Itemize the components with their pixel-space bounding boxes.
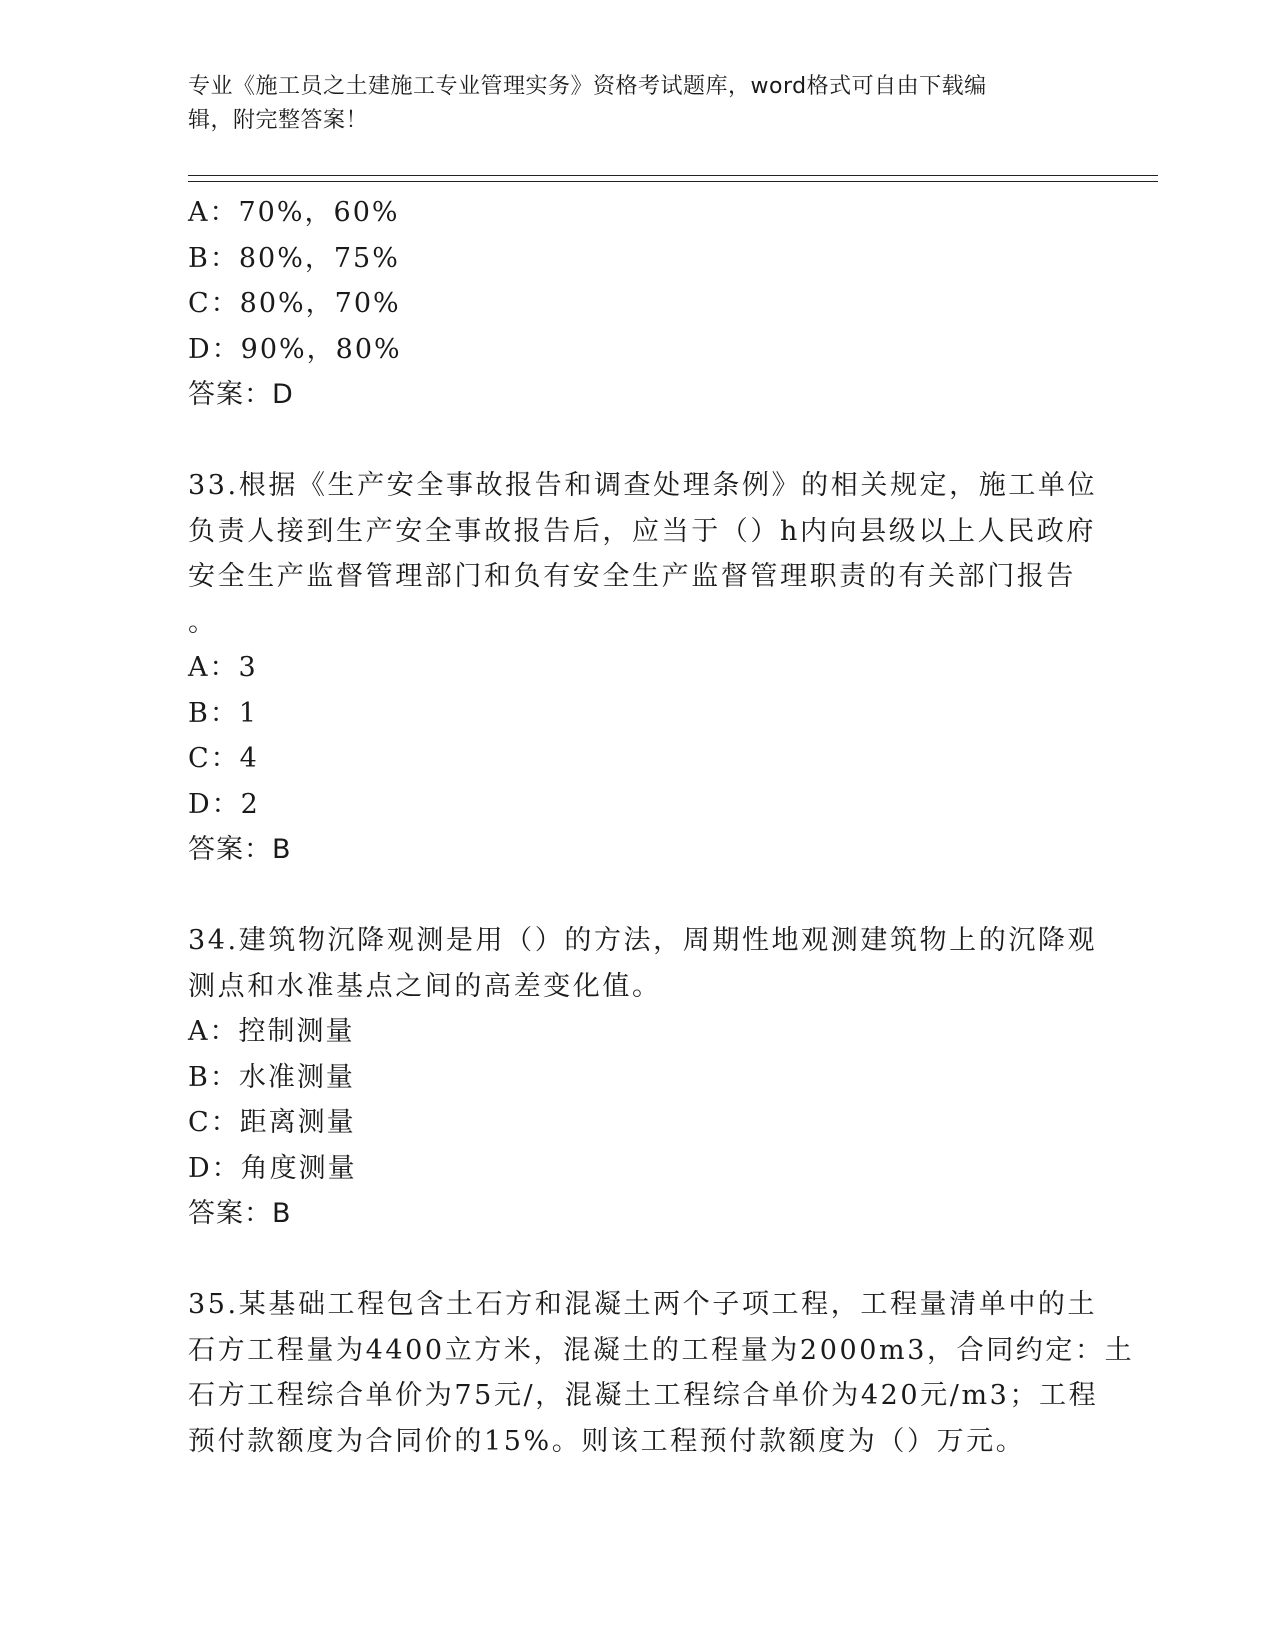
option-c: C：距离测量 [188, 1107, 356, 1138]
stem-line: 33.根据《生产安全事故报告和调查处理条例》的相关规定，施工单位 [188, 470, 1098, 501]
stem-line: 。 [188, 606, 218, 638]
option-a: A：3 [188, 652, 258, 683]
option-c: C：80%，70% [188, 288, 401, 319]
answer-line: 答案：B [188, 834, 292, 865]
option-d: D：角度测量 [188, 1152, 357, 1184]
header-title-line-1: 专业《施工员之土建施工专业管理实务》资格考试题库，word格式可自由下载编 [188, 74, 987, 99]
stem-line: 预付款额度为合同价的15%。则该工程预付款额度为（）万元。 [188, 1425, 1026, 1457]
spacer [188, 418, 1088, 464]
stem-line: 负责人接到生产安全事故报告后，应当于（）h内向县级以上人民政府 [188, 515, 1096, 547]
option-c: C：4 [188, 743, 259, 774]
option-d: D：2 [188, 788, 260, 820]
spacer [188, 873, 1088, 919]
stem-line: 35.某基础工程包含土石方和混凝土两个子项工程，工程量清单中的土 [188, 1289, 1098, 1320]
question-stem [188, 918, 1098, 1009]
answer-line: 答案：D [188, 379, 294, 410]
question-34 [188, 918, 1098, 1237]
header-divider-top [188, 175, 1158, 176]
question-stem [188, 1282, 1135, 1464]
option-b: B：水准测量 [188, 1061, 355, 1093]
stem-line: 石方工程综合单价为75元/，混凝土工程综合单价为420元/m3；工程 [188, 1380, 1099, 1411]
answer-line: 答案：B [188, 1198, 292, 1229]
spacer [188, 1237, 1088, 1283]
option-a: A：70%，60% [188, 197, 400, 228]
stem-line: 测点和水准基点之间的高差变化值。 [188, 970, 662, 1002]
question-stem [188, 463, 1098, 645]
option-b: B：1 [188, 697, 259, 729]
option-a: A：控制测量 [188, 1016, 355, 1047]
document-header [188, 70, 1078, 138]
question-33 [188, 463, 1098, 873]
option-b: B：80%，75% [188, 242, 400, 274]
question-content [188, 190, 1135, 1464]
stem-line: 34.建筑物沉降观测是用（）的方法，周期性地观测建筑物上的沉降观 [188, 925, 1098, 956]
question-35 [188, 1282, 1135, 1464]
header-title-line-2: 辑，附完整答案！ [188, 108, 369, 133]
stem-line: 安全生产监督管理部门和负有安全生产监督管理职责的有关部门报告 [188, 561, 1076, 592]
header-divider-bottom [188, 181, 1158, 182]
option-d: D：90%，80% [188, 333, 402, 365]
question-32 [188, 190, 1088, 418]
stem-line: 石方工程量为4400立方米，混凝土的工程量为2000m3，合同约定：土 [188, 1334, 1135, 1366]
